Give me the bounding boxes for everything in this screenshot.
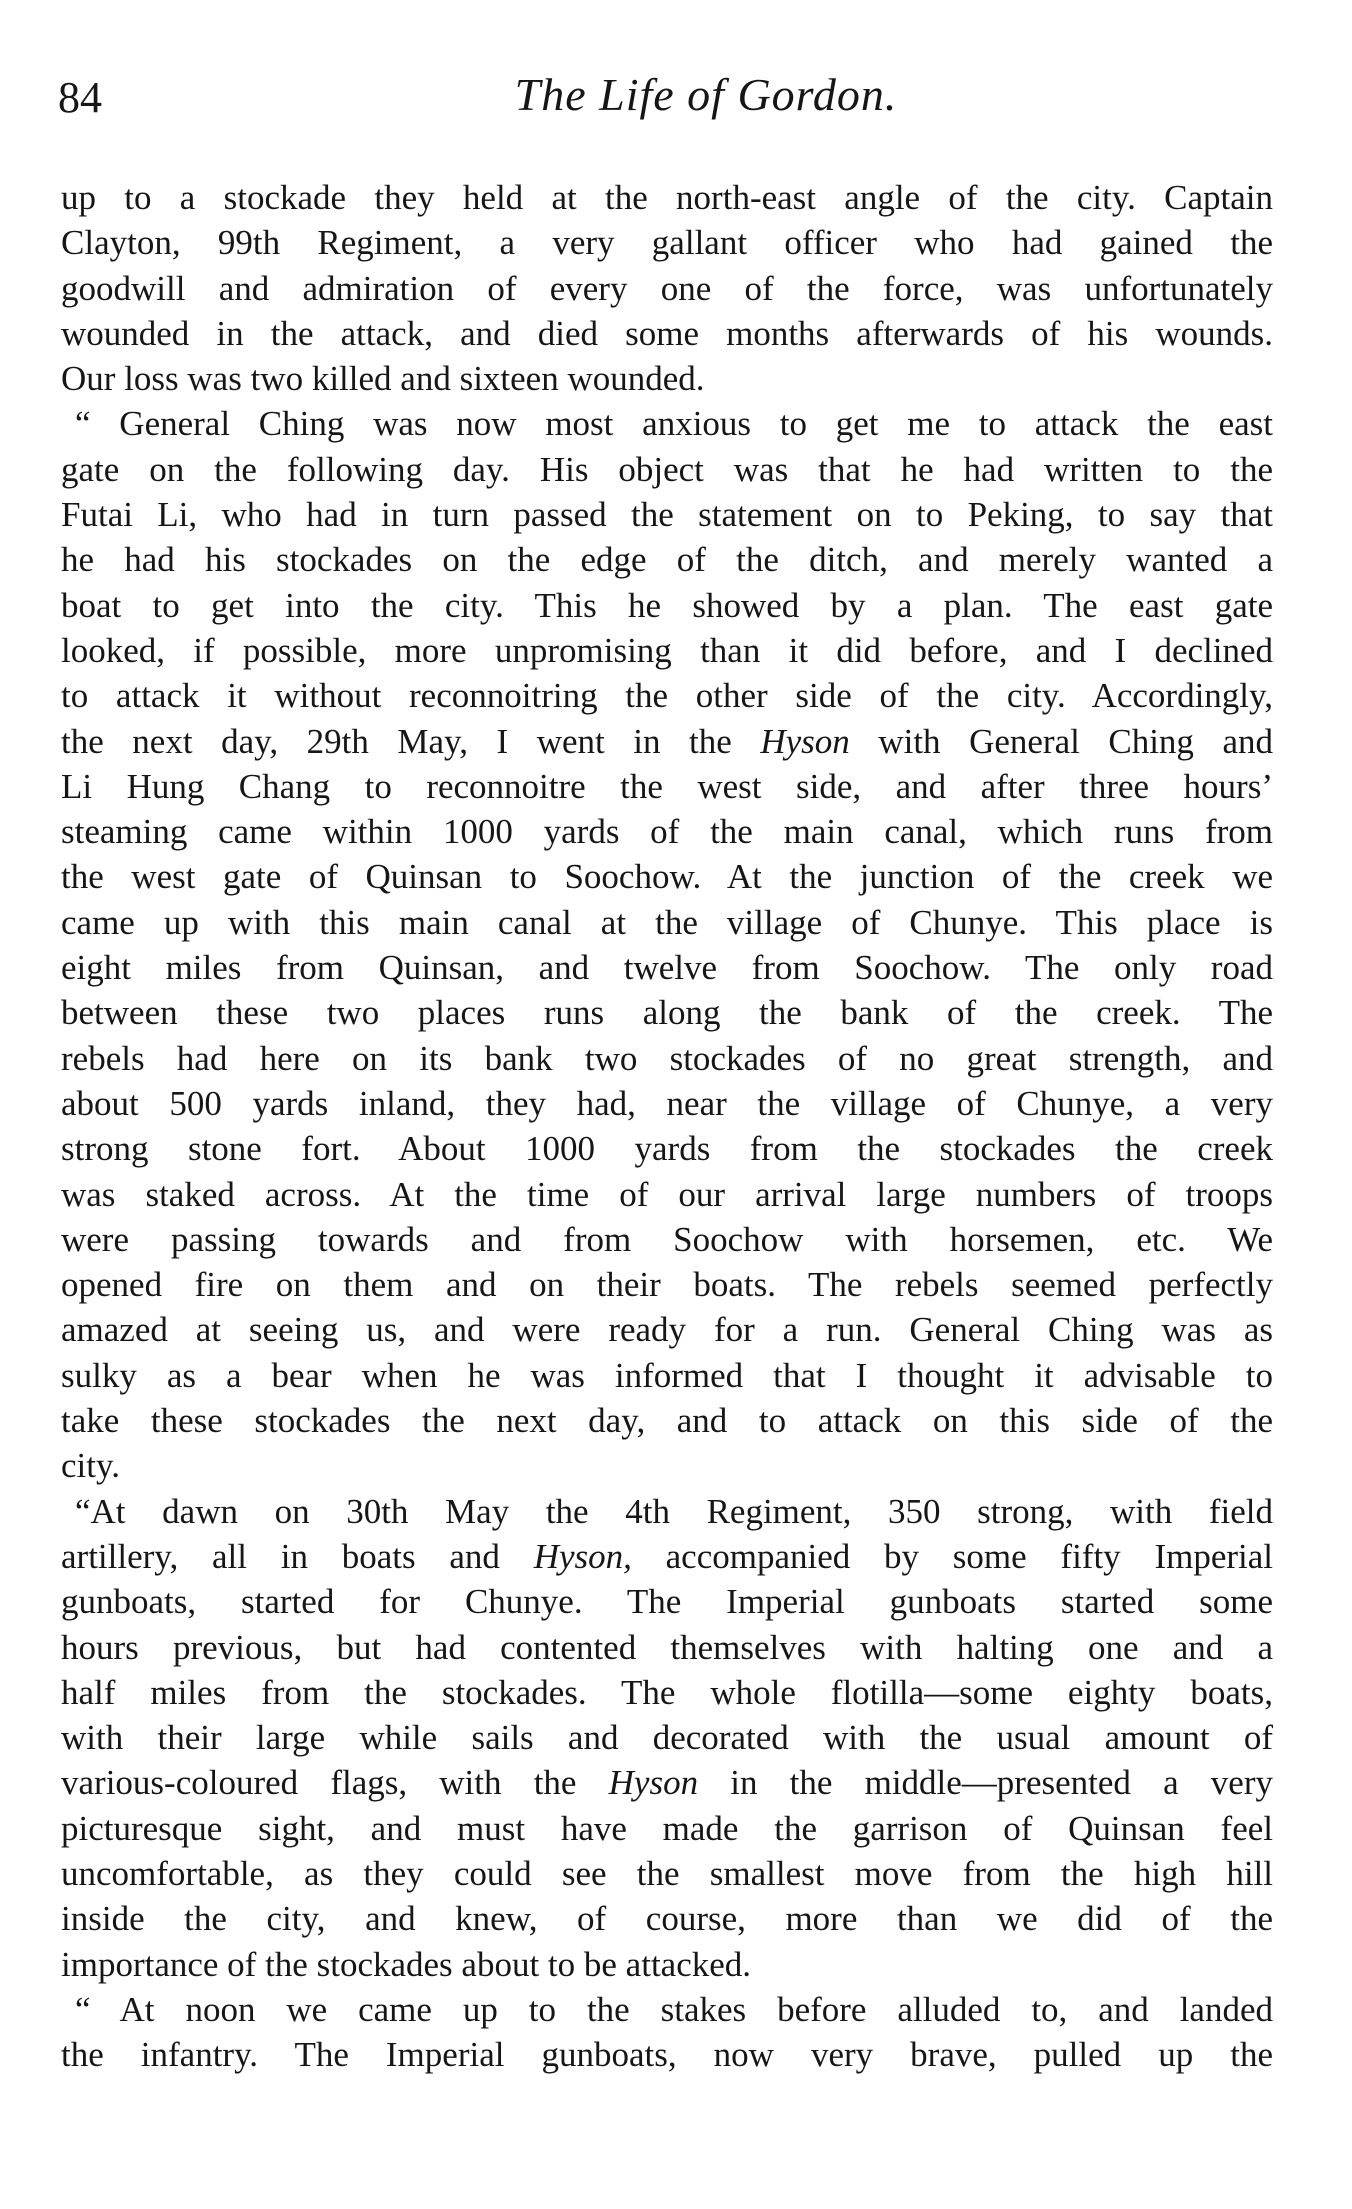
text-line xyxy=(61,990,1273,1035)
text-line xyxy=(61,1670,1273,1715)
italic-text: Hyson, xyxy=(533,1536,632,1576)
text-line xyxy=(61,1896,1273,1941)
text-line xyxy=(61,945,1273,990)
text-segment: Our loss was two killed and sixteen wounded. xyxy=(61,359,705,399)
text-segment: take these stockades the next day, and to attack on this side of the xyxy=(61,1401,1273,1441)
text-segment: looked, if possible, more unpromising than it did before, and I declined xyxy=(61,630,1273,670)
running-title: The Life of Gordon. xyxy=(514,69,898,120)
text-segment: were passing towards and from Soochow with horsemen, etc. We xyxy=(61,1219,1273,1259)
text-segment: opened fire on them and on their boats. The rebels seemed perfectly xyxy=(61,1265,1273,1305)
text-segment: various-coloured flags, with the xyxy=(61,1763,609,1803)
text-segment: Futai Li, who had in turn passed the statement on to Peking, to say that xyxy=(61,495,1273,535)
text-line xyxy=(61,1489,1273,1534)
text-line xyxy=(61,1036,1273,1081)
text-line xyxy=(61,1987,1273,2032)
page-number: 84 xyxy=(58,73,102,122)
text-line xyxy=(61,1398,1273,1443)
text-line xyxy=(61,719,1273,764)
text-segment: city. xyxy=(61,1446,120,1486)
text-line xyxy=(61,537,1273,582)
text-segment: with their large while sails and decorated with the usual amount of xyxy=(61,1718,1273,1758)
text-segment: Li Hung Chang to reconnoitre the west side, and after three hours’ xyxy=(61,766,1273,806)
text-segment: importance of the stockades about to be attacked. xyxy=(61,1944,752,1984)
text-segment: amazed at seeing us, and were ready for a run. General Ching was as xyxy=(61,1310,1273,1350)
text-segment: artillery, all in boats and xyxy=(61,1536,534,1576)
text-segment: wounded in the attack, and died some months afterwards of his wounds. xyxy=(61,313,1273,353)
text-line xyxy=(61,1715,1273,1760)
text-line xyxy=(61,1262,1273,1307)
text-segment: rebels had here on its bank two stockades of no great strength, and xyxy=(61,1038,1273,1078)
text-line xyxy=(61,1760,1273,1805)
italic-text: Hyson xyxy=(608,1763,699,1803)
text-segment: “ At noon we came up to the stakes before alluded to, and landed xyxy=(75,1989,1273,2029)
text-line xyxy=(61,447,1273,492)
text-segment: gunboats, started for Chunye. The Imperial gunboats started some xyxy=(61,1582,1273,1622)
text-segment: picturesque sight, and must have made the garrison of Quinsan feel xyxy=(61,1808,1273,1848)
text-segment: the west gate of Quinsan to Soochow. At the junction of the creek we xyxy=(61,857,1273,897)
text-line xyxy=(61,220,1273,265)
body-text xyxy=(61,175,1273,2077)
text-segment: goodwill and admiration of every one of the force, was unfortunately xyxy=(61,268,1273,308)
text-line xyxy=(61,1307,1273,1352)
text-segment: between these two places runs along the bank of the creek. The xyxy=(61,993,1273,1033)
text-segment: was staked across. At the time of our arrival large numbers of troops xyxy=(61,1174,1273,1214)
text-segment: uncomfortable, as they could see the smallest move from the high hill xyxy=(61,1853,1273,1893)
text-line xyxy=(61,764,1273,809)
text-line xyxy=(61,1806,1273,1851)
text-line xyxy=(61,1443,1273,1488)
text-segment: sulky as a bear when he was informed that I thought it advisable to xyxy=(61,1355,1273,1395)
text-segment: to attack it without reconnoitring the other side of the city. Accordingly, xyxy=(61,676,1273,716)
text-segment: with General Ching and xyxy=(849,721,1273,761)
text-line xyxy=(61,1534,1273,1579)
text-line xyxy=(61,809,1273,854)
text-line xyxy=(61,1579,1273,1624)
text-segment: he had his stockades on the edge of the ditch, and merely wanted a xyxy=(61,540,1273,580)
text-line xyxy=(61,266,1273,311)
text-line xyxy=(61,1217,1273,1262)
text-line xyxy=(61,1942,1273,1987)
text-segment: inside the city, and knew, of course, more than we did of the xyxy=(61,1899,1273,1939)
text-segment: gate on the following day. His object was that he had written to the xyxy=(61,449,1273,489)
text-line xyxy=(61,1126,1273,1171)
text-line xyxy=(61,1081,1273,1126)
text-segment: hours previous, but had contented themselves with halting one and a xyxy=(61,1627,1273,1667)
text-line xyxy=(61,900,1273,945)
text-segment: the infantry. The Imperial gunboats, now very brave, pulled up the xyxy=(61,2035,1273,2075)
text-segment: “ General Ching was now most anxious to get me to attack the east xyxy=(75,404,1273,444)
text-segment: “At dawn on 30th May the 4th Regiment, 350 strong, with field xyxy=(75,1491,1273,1531)
italic-text: Hyson xyxy=(760,721,850,761)
text-line xyxy=(61,175,1273,220)
text-segment: boat to get into the city. This he showed by a plan. The east gate xyxy=(61,585,1273,625)
text-line xyxy=(61,401,1273,446)
text-segment: up to a stockade they held at the north-east angle of the city. Captain xyxy=(61,178,1273,217)
text-segment: accompanied by some fifty Imperial xyxy=(631,1536,1273,1576)
text-segment: the next day, 29th May, I went in the xyxy=(61,721,761,761)
text-segment: steaming came within 1000 yards of the main canal, which runs from xyxy=(61,812,1273,852)
text-segment: eight miles from Quinsan, and twelve from Soochow. The only road xyxy=(61,948,1273,988)
text-line xyxy=(61,854,1273,899)
text-line xyxy=(61,1172,1273,1217)
text-segment: Clayton, 99th Regiment, a very gallant officer who had gained the xyxy=(61,223,1273,263)
text-line xyxy=(61,1851,1273,1896)
text-line xyxy=(61,311,1273,356)
text-line xyxy=(61,628,1273,673)
text-segment: strong stone fort. About 1000 yards from the stockades the creek xyxy=(61,1129,1273,1169)
text-line xyxy=(61,673,1273,718)
text-line xyxy=(61,583,1273,628)
text-line xyxy=(61,1625,1273,1670)
text-segment: half miles from the stockades. The whole flotilla—some eighty boats, xyxy=(61,1672,1273,1712)
text-line xyxy=(61,2032,1273,2077)
text-line xyxy=(61,492,1273,537)
text-line xyxy=(61,356,1273,401)
text-segment: in the middle—presented a very xyxy=(698,1763,1273,1803)
text-segment: came up with this main canal at the village of Chunye. This place is xyxy=(61,902,1273,942)
text-line xyxy=(61,1353,1273,1398)
text-segment: about 500 yards inland, they had, near the village of Chunye, a very xyxy=(61,1083,1273,1123)
